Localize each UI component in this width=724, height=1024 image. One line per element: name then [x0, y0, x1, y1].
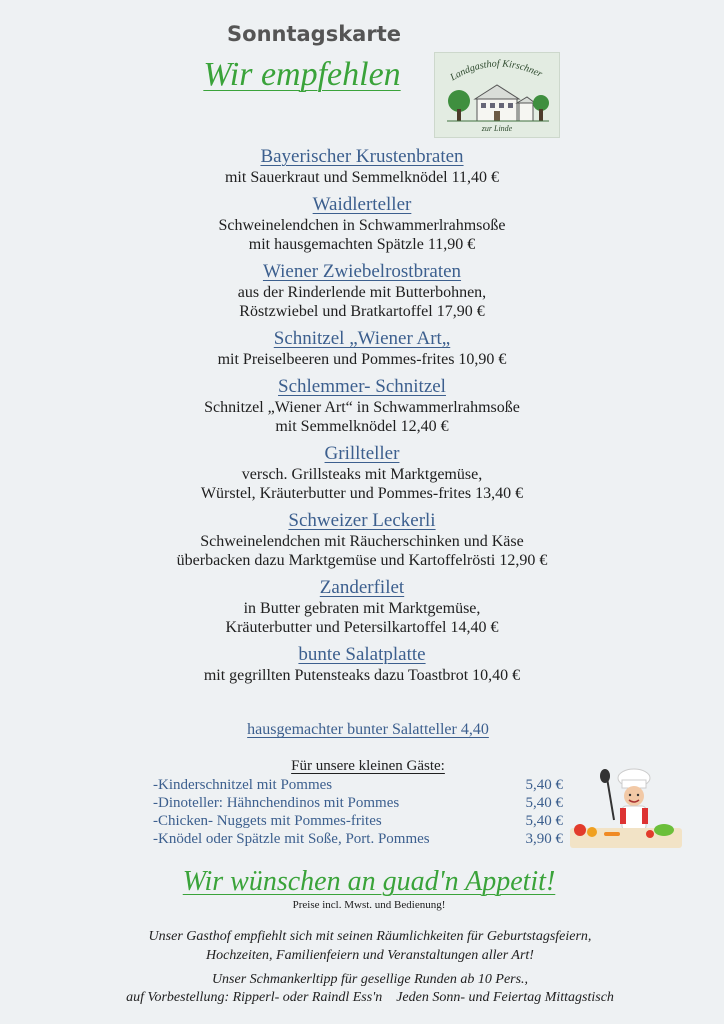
dish-item — [0, 577, 724, 637]
recommend-heading: Wir empfehlen — [203, 56, 401, 93]
dish-description: Schweinelendchen in Schwammerlrahmsoße — [218, 217, 506, 234]
dish-description: mit Preiselbeeren und Pommes-frites 10,90 € — [217, 351, 507, 368]
kids-menu-list — [153, 776, 563, 848]
dish-name: Grillteller — [324, 443, 400, 464]
dish-name: Waidlerteller — [312, 194, 412, 215]
dish-description: mit Semmelknödel 12,40 € — [275, 418, 449, 435]
kids-item-price: 5,40 € — [525, 813, 563, 829]
dish-item — [0, 443, 724, 503]
child-chef-illustration — [570, 768, 682, 848]
kids-item-price: 5,40 € — [525, 795, 563, 811]
logo-text-bottom: zur Linde — [481, 124, 513, 133]
child-chef-icon — [570, 768, 682, 848]
kids-menu-item — [153, 812, 563, 830]
dish-description: Kräuterbutter und Petersilkartoffel 14,40 € — [225, 619, 499, 636]
kids-item-price: 5,40 € — [525, 777, 563, 793]
svg-text:Landgasthof Kirschner — [448, 58, 544, 83]
dish-item — [0, 644, 724, 685]
dish-description: überbacken dazu Marktgemüse und Kartoffelrösti 12,90 € — [176, 552, 548, 569]
house-logo-icon — [435, 53, 559, 137]
dish-name: Zanderfilet — [319, 577, 405, 598]
tip-line-2: auf Vorbestellung: Ripperl- oder Raindl Ess'n Jeden Sonn- und Feiertag Mittagstisch — [126, 990, 614, 1005]
dish-item — [0, 261, 724, 321]
kids-item-name: -Knödel oder Spätzle mit Soße, Port. Pommes — [153, 831, 430, 847]
dish-item — [0, 194, 724, 254]
dish-item — [0, 510, 724, 570]
dish-description: Würstel, Kräuterbutter und Pommes-frites 13,40 € — [200, 485, 524, 502]
kids-menu-heading: Für unsere kleinen Gäste: — [291, 758, 445, 774]
kids-menu-item — [153, 830, 563, 848]
kids-item-name: -Chicken- Nuggets mit Pommes-frites — [153, 813, 382, 829]
restaurant-logo — [434, 52, 560, 138]
appetit-slogan: Wir wünschen an guad'n Appetit! — [182, 866, 556, 897]
venue-line-2: Hochzeiten, Familienfeiern und Veranstaltungen aller Art! — [206, 948, 534, 963]
venue-note — [0, 927, 724, 965]
kids-menu-item — [153, 776, 563, 794]
prices-note: Preise incl. Mwst. und Bedienung! — [292, 899, 446, 911]
kids-item-name: -Kinderschnitzel mit Pommes — [153, 777, 333, 793]
dish-item — [0, 146, 724, 187]
dish-description: mit gegrillten Putensteaks dazu Toastbrot 10,40 € — [203, 667, 521, 684]
dish-list — [0, 146, 724, 692]
dish-item — [0, 376, 724, 436]
tip-note — [0, 971, 724, 1007]
dish-description: in Butter gebraten mit Marktgemüse, — [243, 600, 481, 617]
page-title: Sonntagskarte — [227, 22, 401, 46]
dish-name: Schweizer Leckerli — [288, 510, 436, 531]
dish-name: bunte Salatplatte — [298, 644, 426, 665]
tip-line-1: Unser Schmankerltipp für gesellige Runden ab 10 Pers., — [211, 972, 529, 987]
kids-menu-item — [153, 794, 563, 812]
dish-name: Wiener Zwiebelrostbraten — [262, 261, 462, 282]
venue-line-1: Unser Gasthof empfiehlt sich mit seinen Räumlichkeiten für Geburtstagsfeiern, — [148, 929, 592, 944]
logo-text-top: Landgasthof Kirschner — [448, 58, 544, 84]
kids-item-price: 3,90 € — [525, 831, 563, 847]
dish-description: mit hausgemachten Spätzle 11,90 € — [248, 236, 476, 253]
dish-description: mit Sauerkraut und Semmelknödel 11,40 € — [224, 169, 500, 186]
dish-name: Bayerischer Krustenbraten — [260, 146, 464, 167]
salad-plate-offer: hausgemachter bunter Salatteller 4,40 — [247, 721, 489, 738]
dish-name: Schnitzel „Wiener Art„ — [273, 328, 451, 349]
dish-item — [0, 328, 724, 369]
dish-name: Schlemmer- Schnitzel — [278, 376, 446, 397]
dish-description: Schweinelendchen mit Räucherschinken und Käse — [200, 533, 524, 550]
kids-item-name: -Dinoteller: Hähnchendinos mit Pommes — [153, 795, 400, 811]
dish-description: Schnitzel „Wiener Art“ in Schwammerlrahmsoße — [204, 399, 520, 416]
dish-description: versch. Grillsteaks mit Marktgemüse, — [241, 466, 483, 483]
dish-description: Röstzwiebel und Bratkartoffel 17,90 € — [239, 303, 485, 320]
dish-description: aus der Rinderlende mit Butterbohnen, — [237, 284, 487, 301]
